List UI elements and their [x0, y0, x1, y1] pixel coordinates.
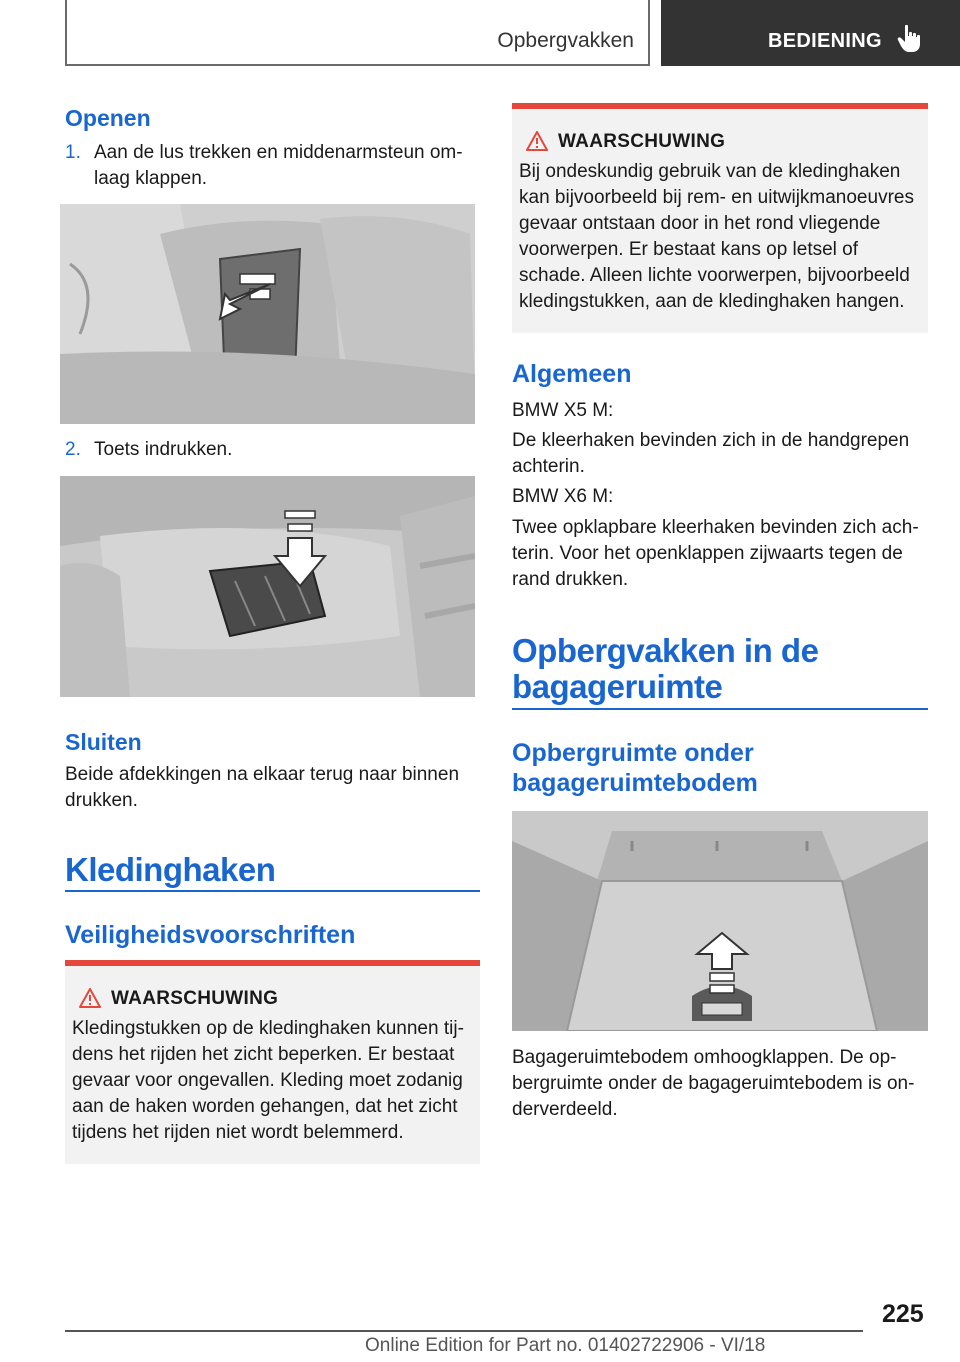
bodem-text: Bagageruimtebodem omhoogklappen. De opbergruimte onder de bagageruimtebodem is onderverdeeld.: [512, 1047, 915, 1120]
step-2-text: Toets indrukken.: [94, 439, 233, 460]
x6-text: Twee opklapbare kleerhaken bevinden zich achterin. Voor het openklappen zijwaarts tegen de rand drukken.: [512, 517, 919, 590]
heading-kledinghaken: Kledinghaken: [65, 851, 276, 888]
heading-opbergruimte: Opbergruimte onder bagageruimtebodem: [512, 739, 758, 797]
x5-text: De kleerhaken bevinden zich in de handgrepen achterin.: [512, 430, 910, 477]
header-section-tab: [65, 0, 650, 66]
heading-opbergvakken-bagageruimte: Opbergvakken in de bagageruimte: [512, 632, 819, 705]
step-1-text: Aan de lus trekken en middenarmsteun omlaag klappen.: [94, 142, 463, 189]
footer-edition: Online Edition for Part no. 01402722906 - VI/18: [365, 1335, 766, 1356]
page-number: 225: [882, 1300, 924, 1328]
page-header: [0, 0, 960, 66]
x5-label: BMW X5 M:: [512, 400, 614, 421]
warning-triangle-icon: [79, 988, 101, 1008]
warning-box-kledinghaken-gebruik: [512, 103, 928, 333]
photo-cargo-floor: [512, 811, 928, 1031]
photo-rear-seat-armrest: [60, 204, 475, 424]
warning-text: Kledingstukken op de kledinghaken kunnen tijdens het rijden het zicht beperken. Er bestaat gevaar voor ongevallen. Kleding moet zodanig aan de haken worden gehangen, dat het zicht tijdens het rijden niet wordt belemmerd.: [72, 1018, 464, 1143]
warning-triangle-icon: [526, 131, 548, 151]
footer-rule: [65, 1330, 863, 1332]
step-2: [65, 437, 480, 463]
x6-label: BMW X6 M:: [512, 486, 614, 507]
heading-sluiten: Sluiten: [65, 729, 142, 755]
step-1-number: 1.: [65, 142, 81, 163]
step-2-number: 2.: [65, 439, 81, 460]
step-1: [65, 140, 480, 192]
header-chapter-tab: [661, 0, 960, 66]
warning-box-kledinghaken: [65, 960, 480, 1164]
header-section-title: Opbergvakken: [497, 29, 634, 52]
heading-rule: [512, 708, 928, 710]
heading-openen: Openen: [65, 105, 151, 131]
photo-armrest-button: [60, 476, 475, 697]
warning-text: Bij ondeskundig gebruik van de kledinghaken kan bijvoorbeeld bij rem- en uitwijkmanoeuvres gevaar ontstaan door in het rond vliegende voorwerpen. Er bestaat kans op letsel of schade. Alleen lichte voorwerpen, bijvoorbeeld kledingstukken, aan de kledinghaken hangen.: [519, 161, 914, 312]
heading-rule: [65, 890, 480, 892]
pointing-hand-icon: [897, 24, 923, 54]
warning-title: WAARSCHUWING: [111, 988, 279, 1009]
warning-title: WAARSCHUWING: [558, 131, 726, 152]
heading-algemeen: Algemeen: [512, 360, 632, 388]
sluiten-text: Beide afdekkingen na elkaar terug naar binnen drukken.: [65, 764, 460, 811]
header-chapter-title: BEDIENING: [768, 30, 882, 52]
heading-veiligheidsvoorschriften: Veiligheidsvoorschriften: [65, 921, 356, 949]
